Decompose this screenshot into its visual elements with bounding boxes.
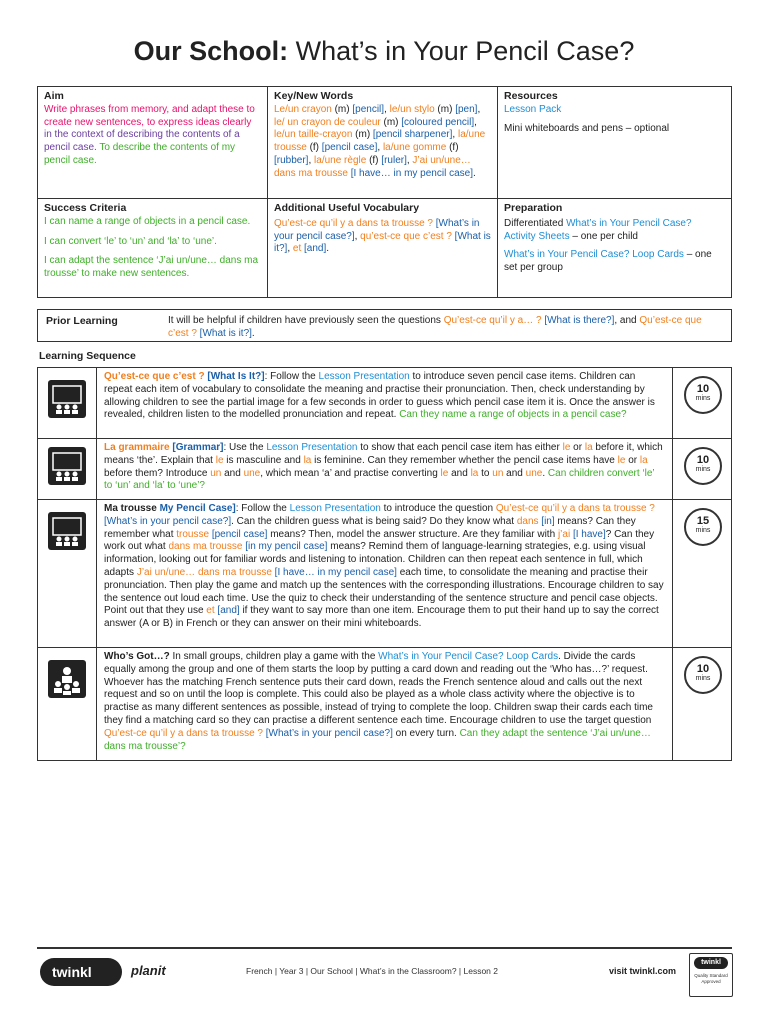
success-criteria-cell: [38, 199, 268, 298]
vocabulary-text: Qu’est-ce qu’il y a dans ta trousse ? [What’s in your pencil case?], qu’est-ce que c’est ? [What is it?], et [and].: [274, 217, 491, 255]
sequence-step: [37, 499, 732, 648]
success-item: I can adapt the sentence ‘J’ai un/une… dans ma trousse’ to make new sentences.: [44, 255, 259, 280]
vocabulary-cell: [268, 199, 498, 298]
timer-icon: 10 mins: [684, 656, 722, 694]
success-item: I can convert ‘le’ to ‘un’ and ‘la’ to ‘une’.: [44, 235, 217, 247]
resources-cell: [498, 87, 732, 199]
timer-icon: 10 mins: [684, 376, 722, 414]
class-group-icon: [48, 380, 86, 418]
twinkl-logo: twinkl: [40, 958, 122, 986]
prior-learning-text: It will be helpful if children have previously seen the questions Qu’est-ce qu’il y a… ? [What is there?], and Qu’est-ce que c’est ? [What is it?].: [168, 315, 702, 339]
success-criteria-heading: Success Criteria: [44, 202, 127, 214]
step-text: Ma trousse My Pencil Case]: Follow the Lesson Presentation to introduce the question Qu’est-ce qu’il y a dans ta trousse ? [What’s in your pencil case?]. Can the children guess what is being said? Do they know what dans [in] means? Can they remember what trousse [pencil case] means? Then, model the answer structure. Are they familiar with j’ai [I have]? Can they work out what dans ma trousse [in my pencil case] means? Remind them of language-learning strategies, e.g. using visual information, looking out for familiar words and listening to intonation. Children can then repeat each sentence in full, which adapts J’ai un/une… dans ma trousse [I have… in my pencil case] each time, to consolidate the meaning and practise their pronunciation. Then play the game and match up the sentences with the corresponding illustrations. Encourage children to say the sentence out loud each time. Use the quiz to check their understanding of the sentence structure and pencil case objects. Point out that they use et [and] if they want to say more than one item. Encourage them to put their hand up to say the correct answer (A or B) in French or they can answer on their mini whiteboards.: [104, 503, 664, 630]
step-text: Qu’est-ce que c’est ? [What Is It?]: Follow the Lesson Presentation to introduce seven pencil case items. Children can repeat each item of vocabulary to consolidate the meaning and practise their pronunciation. Then, check understanding by allowing children to see the partial image for a few seconds in order to guess which pencil case item it is. Once the answer is revealed, children listen to the modelled pronunciation and repeat. Can they name a range of objects in a pencil case?: [104, 371, 655, 421]
key-words-cell: [268, 87, 498, 199]
step-minutes: 10: [696, 383, 710, 395]
activity-sheets-link[interactable]: What’s in Your Pencil Case? Activity Sheets: [504, 217, 692, 242]
aim-text: Write phrases from memory, and adapt these to create new sentences, to express ideas clearly in the context of describing the contents of a pencil case. To describe the contents of my pencil case.: [44, 103, 255, 166]
footer-url[interactable]: visit twinkl.com: [609, 966, 677, 976]
preparation-line: Differentiated What’s in Your Pencil Case? Activity Sheets – one per child: [504, 217, 692, 242]
step-minutes: 10: [696, 663, 710, 675]
prior-learning-box: [37, 309, 732, 342]
class-group-icon: [48, 512, 86, 550]
aim-heading: Aim: [44, 90, 64, 102]
small-group-icon: [48, 660, 86, 698]
success-item: I can name a range of objects in a pencil case.: [44, 215, 251, 227]
aim-cell: [38, 87, 268, 199]
preparation-line: What’s in Your Pencil Case? Loop Cards – one set per group: [504, 249, 712, 274]
sequence-step: [37, 647, 732, 761]
lesson-overview-table: [37, 86, 732, 298]
resources-heading: Resources: [504, 90, 558, 102]
quality-badge: twinkl Quality Standard Approved: [689, 953, 733, 997]
prior-learning-label: Prior Learning: [46, 315, 118, 327]
sequence-step: [37, 438, 732, 500]
step-minutes: 15: [696, 515, 710, 527]
footer-divider: [37, 947, 732, 949]
timer-icon: 10 mins: [684, 447, 722, 485]
timer-icon: 15 mins: [684, 508, 722, 546]
preparation-heading: Preparation: [504, 202, 563, 214]
learning-sequence-heading: Learning Sequence: [39, 350, 136, 362]
footer-breadcrumb: French | Year 3 | Our School | What’s in the Classroom? | Lesson 2: [246, 966, 498, 976]
class-group-icon: [48, 447, 86, 485]
lesson-pack-link[interactable]: Lesson Pack: [504, 103, 562, 115]
key-words-heading: Key/New Words: [274, 90, 354, 102]
resources-text: Mini whiteboards and pens – optional: [504, 122, 670, 134]
step-text: Who’s Got…? In small groups, children play a game with the What’s in Your Pencil Case? Loop Cards. Divide the cards equally among the group and one of them starts the loop by putting a card down and reading out the ‘Who has…?’ request. Whoever has the matching French sentence puts their card down, reads the French sentence aloud and calls out the next request and so on until the loop is complete. This could also be played as a whole class activity where the objective is to practise as many different sentences as possible, instead of trying to complete the loop. Children swap their cards each time they find a matching card so they can practise a different sentence each time. Encourage children to use the target question Qu’est-ce qu’il y a dans ta trousse ? [What’s in your pencil case?] on every turn. Can they adapt the sentence ‘J’ai un/une… dans ma trousse’?: [104, 651, 653, 752]
step-minutes: 10: [696, 454, 710, 466]
loop-cards-link[interactable]: What’s in Your Pencil Case? Loop Cards: [504, 249, 684, 261]
key-words-text: Le/un crayon (m) [pencil], le/un stylo (m) [pen], le/ un crayon de couleur (m) [coloured pencil], le/un taille-crayon (m) [pencil sharpener], la/une trousse (f) [pencil case], la/une gomme (f) [rubber], la/une règle (f) [ruler], J’ai un/une… dans ma trousse [I have… in my pencil case].: [274, 103, 486, 179]
step-text: La grammaire [Grammar]: Use the Lesson Presentation to show that each pencil case item has either le or la before it, which means ‘the’. Explain that le is masculine and la is feminine. Can they remember whether the pencil case items have le or la before them? Introduce un and une, which mean ‘a’ and practise converting le and la to un and une. Can children convert ‘le’ to ‘un’ and ‘la’ to ‘une’?: [104, 442, 663, 492]
vocabulary-heading: Additional Useful Vocabulary: [274, 202, 420, 214]
preparation-cell: [498, 199, 732, 298]
sequence-step: [37, 367, 732, 439]
planit-logo: planit: [131, 963, 166, 978]
page-title: Our School: What’s in Your Pencil Case?: [133, 36, 635, 66]
